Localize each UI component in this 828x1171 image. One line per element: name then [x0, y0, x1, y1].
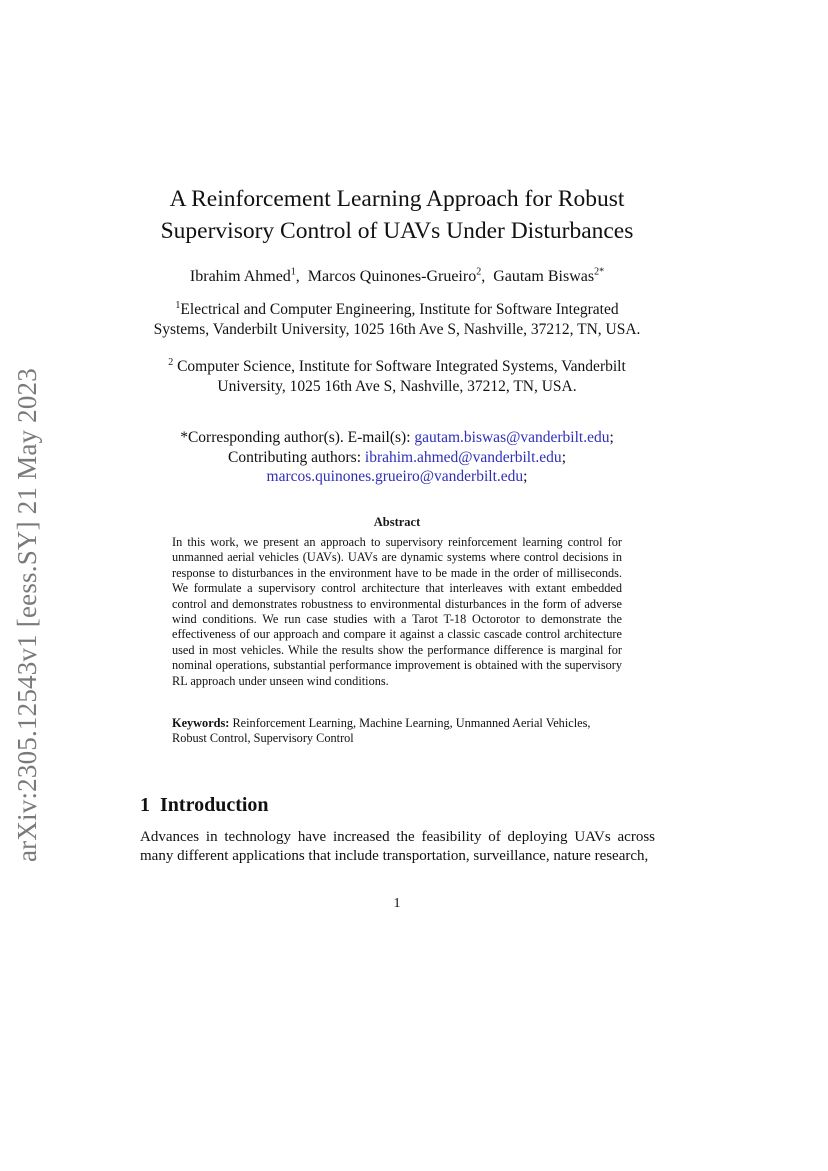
section-title: Introduction [160, 794, 269, 816]
paper-title [120, 183, 674, 247]
author-affiliation-mark: 2 [476, 266, 482, 278]
abstract-heading: Abstract [373, 515, 421, 529]
affiliation-2 [150, 357, 644, 396]
section-number: 1 [140, 794, 150, 816]
separator: ; [561, 448, 566, 466]
contributing-authors-line-2 [140, 467, 654, 487]
contributing-email-link[interactable]: ibrahim.ahmed@vanderbilt.edu [364, 448, 562, 466]
contact-info [140, 428, 654, 487]
corresponding-author-line [140, 428, 654, 448]
contributing-email-link[interactable]: marcos.quinones.grueiro@vanderbilt.edu [266, 468, 524, 485]
corresponding-label: *Corresponding author(s). E-mail(s): [180, 429, 415, 446]
affiliation-mark: 2 [168, 356, 174, 368]
separator: ; [523, 468, 528, 485]
author-name: Ibrahim Ahmed [189, 268, 291, 285]
contributing-label: Contributing authors: [227, 448, 365, 466]
separator: ; [609, 429, 614, 446]
introduction-paragraph: Advances in technology have increased the feasibility of deploying UAVs across many different applications that include transportation, surveillance, nature research, [140, 829, 655, 864]
keywords [172, 716, 622, 747]
keywords-label: Keywords: [172, 716, 230, 730]
author-list: Ibrahim Ahmed$^1$, Marcos Quinones-Grueiro$^2$, Gautam Biswas$^{2*}$ [189, 266, 605, 285]
title-line-2: Supervisory Control of UAVs Under Disturbances [160, 218, 634, 244]
affiliation-1 [150, 300, 644, 339]
author-affiliation-mark: 1 [290, 266, 296, 278]
title-line-1: A Reinforcement Learning Approach for Robust [169, 186, 625, 212]
affiliation-mark: 1 [175, 299, 181, 311]
section-heading-introduction [140, 794, 269, 817]
author-name: Gautam Biswas [493, 268, 595, 285]
abstract-body: In this work, we present an approach to supervisory reinforcement learning control for unmanned aerial vehicles (UAVs). UAVs are dynamic systems where control decisions in response to disturbances in the environment have to be made in the order of milliseconds. We formulate a supervisory control architecture that interleaves with extant embedded control and demonstrates robustness to environmental disturbances in the form of adverse wind conditions. We run case studies with a Tarot T-18 Octorotor to demonstrate the effectiveness of our approach and compare it against a classic cascade control architecture used in most vehicles. While the results show the performance difference is marginal for nominal operations, substantial performance improvement is obtained with the supervisory RL approach under unseen wind conditions. [172, 535, 622, 688]
affiliation-text: Computer Science, Institute for Software Integrated Systems, Vanderbilt University, 1025 16th Ave S, Nashville, 37212, TN, USA. [173, 358, 626, 395]
author-name: Marcos Quinones-Grueiro [307, 268, 477, 285]
author-affiliation-mark: 2* [594, 266, 605, 278]
keywords-text: Reinforcement Learning, Machine Learning, Unmanned Aerial Vehicles, Robust Control, Supervisory Control [172, 716, 591, 746]
affiliation-text: Electrical and Computer Engineering, Institute for Software Integrated Systems, Vanderbilt University, 1025 16th Ave S, Nashville, 37212, TN, USA. [153, 301, 641, 338]
contributing-authors-line [140, 448, 654, 468]
arxiv-sidebar-stamp: arXiv:2305.12543v1 [eess.SY] 21 May 2023 [12, 368, 42, 862]
page-number: 1 [393, 896, 401, 911]
corresponding-email-link[interactable]: gautam.biswas@vanderbilt.edu [414, 429, 610, 446]
